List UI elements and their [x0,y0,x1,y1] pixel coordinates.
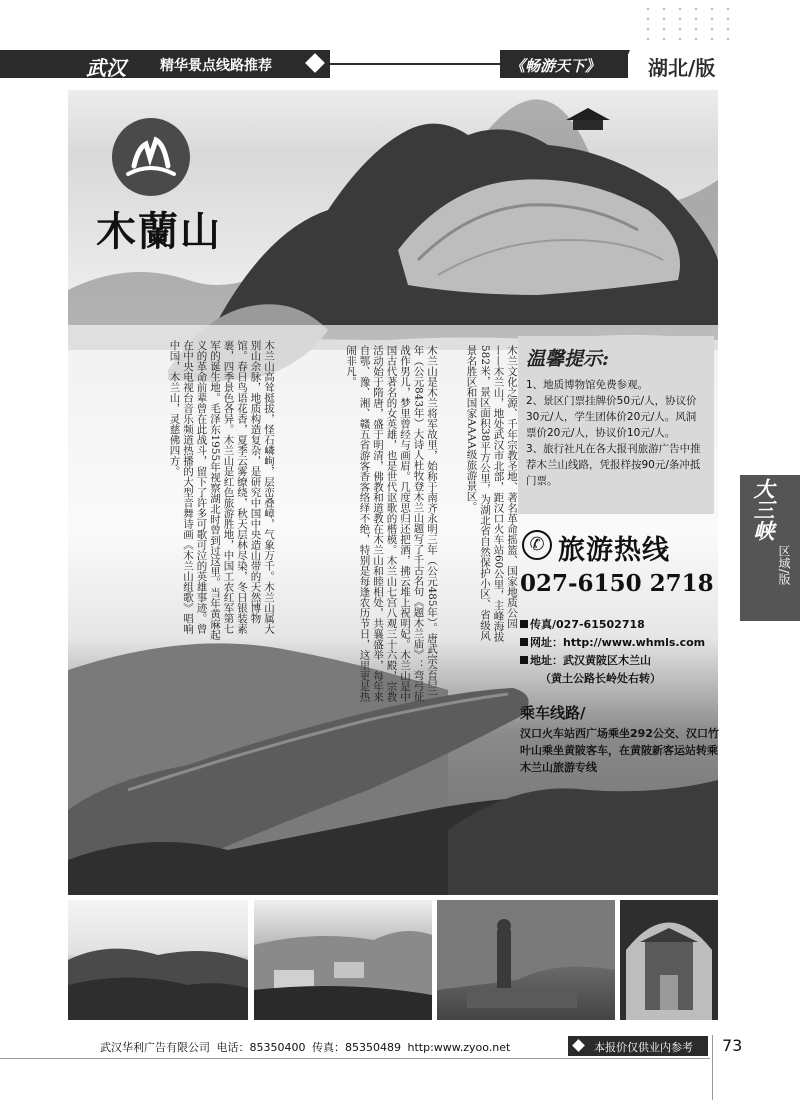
photo-thumbnail-hills [68,900,248,1020]
transport-body: 汉口火车站西广场乘坐292公交、汉口竹叶山乘坐黄陂客车，在黄陂新客运站转乘木兰山旅游专线 [520,727,719,774]
photo-thumbnail-gate [620,900,718,1020]
footer-vertical-rule [712,1035,713,1100]
page-footer [0,1035,800,1057]
photo-thumbnail-temple [254,900,432,1020]
footer-note: 本报价仅供业内参考 [594,1041,693,1054]
hotline-title: 旅游热线 [558,535,670,566]
tips-item: 2、景区门票挂牌价50元/人，协议价30元/人，学生团体价20元/人。风洞票价20元/人，协议价10元/人。 [526,395,697,439]
article-column-upper: 木兰文化之源、千年宗教圣地、著名革命摇篮、国家地质公园——木兰山，地处武汉市北部，距汉口火车站60公里，主峰海拔582米，景区面积38平方公里，为湖北省自然保护小区、省级风景名胜区和国家AAAA级旅游景区。 [465,345,518,642]
footer-website[interactable]: http:www.zyoo.net [407,1041,511,1054]
page-header [0,50,800,78]
mulan-logo-icon [112,118,190,196]
decorative-dots [640,4,730,44]
header-column-tag: 《畅游天下》 [510,57,601,75]
contact-website[interactable]: 网址：http://www.whmls.com [520,634,705,650]
tips-box [518,336,714,514]
article-column-middle: 木兰山是木兰将军故里，始称于南齐永明三年（公元485年）。唐武宗会昌三年（公元843年）大诗人杜牧登木兰山题写了千古名句《题木兰庙》：弯弓征战作男儿，梦里曾经与画眉。几度思归还把酒，拂云堆上祝明妃。木兰山是中国古代著名的女英雄，也是世代讴歌的楷模。木兰山七宫八观三十六殿，宗教活动始于隋唐，盛于明清，佛教和道教在木兰山和睦相处，共襄盛举，每年来自鄂、豫、湘、赣五省游客香客络绎不绝，特别是每逢农历节日，这里更是热闹非凡。 [345,345,438,702]
footer-info [100,1039,510,1055]
scenic-name: 木蘭山 [96,208,222,255]
header-city: 武汉 [86,56,126,80]
tips-title: 温馨提示: [526,348,610,370]
header-region: 湖北/版 [648,56,716,80]
contact-address: 地址：武汉黄陂区木兰山 [520,652,651,668]
page-number: 73 [722,1036,743,1055]
side-tab-title: 大三峡 [751,478,776,541]
side-tab-subtitle: 区域/版 [777,545,791,586]
header-triangle [618,50,630,78]
footer-phone: 电话：85350400 [216,1041,306,1054]
hotline-phone: 027-6150 2718 [520,570,714,597]
footer-fax: 传真：85350489 [312,1041,401,1054]
footer-rule [0,1058,710,1059]
contact-address-note: （黄土公路长岭处右转） [540,672,661,685]
tips-item: 3、旅行社凡在各大报刊旅游广告中推荐木兰山线路，凭报样按90元/条冲抵门票。 [526,443,701,487]
footer-company: 武汉华利广告有限公司 [100,1041,210,1054]
header-divider [330,63,500,65]
photo-thumbnail-statue [437,900,615,1020]
contact-fax: 传真/027-61502718 [520,616,645,632]
hotline-heading [522,528,722,564]
transport-title: 乘车线路/ [520,704,586,722]
phone-icon: ✆ [522,530,552,560]
article-column-lower: 木兰山高耸挺拔，怪石嶙峋，层峦叠嶂，气象万千。木兰山属大别山余脉，地质构造复杂，是研究中国中央造山带的天然博物馆。春日鸟语花香，夏季云雾缭绕，秋天层林尽染，冬日银装素裹，四季景色各异。木兰山是红色旅游胜地，中国工农红军第七军的诞生地。毛泽东1955年视察湖北时曾到过这里。当年黄麻起义的革命前辈曾在此战斗，留下了许多可歌可泣的英雄事迹。曾在中央电视台音乐频道热播的大型音舞诗画《木兰山组歌》唱响中国，木兰山，灵慈佛四方。 [168,340,275,640]
transport-section [520,702,720,776]
tips-item: 1、地质博物馆免费参观。 [526,379,649,391]
header-subtitle: 精华景点线路推荐 [160,58,272,74]
